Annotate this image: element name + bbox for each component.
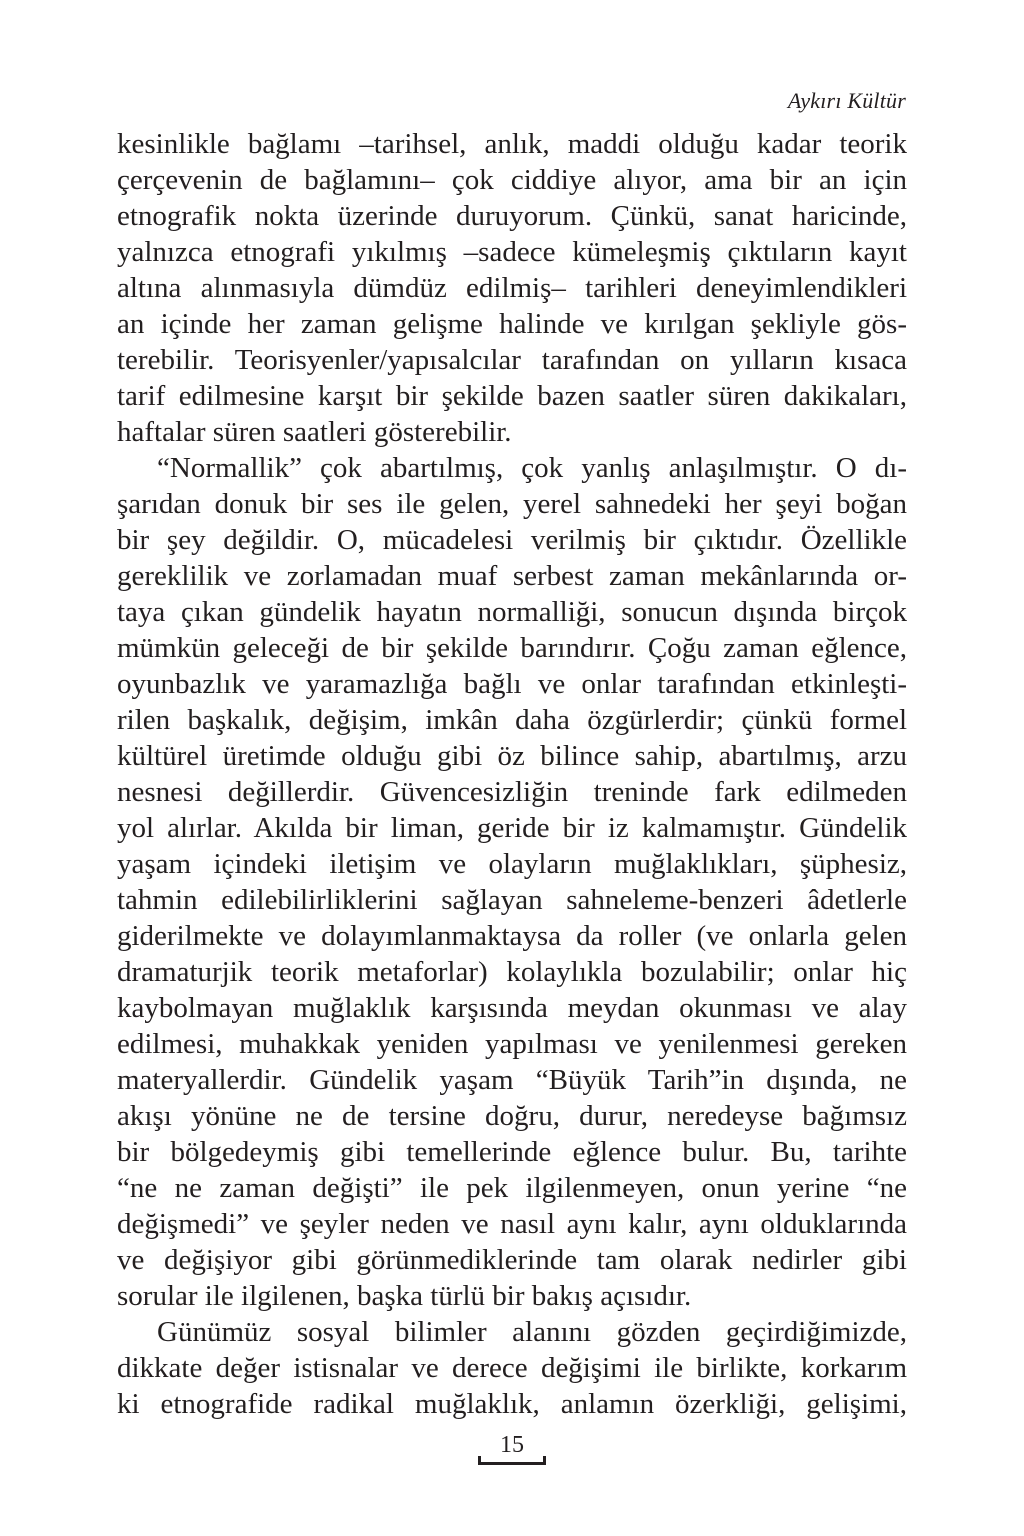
text-line: taya çıkan gündelik hayatın normalliği, sonucun dışında birçok <box>117 596 907 628</box>
page-number-rule <box>478 1462 546 1465</box>
text-line: mümkün geleceği de bir şekilde barındırır. Çoğu zaman eğlence, <box>117 632 907 664</box>
text-line: edilmesi, muhakkak yeniden yapılması ve yenilenmesi gereken <box>117 1028 907 1060</box>
text-line: haftalar süren saatleri gösterebilir. <box>117 416 512 448</box>
text-line: terebilir. Teorisyenler/yapısalcılar tarafından on yılların kısaca <box>117 344 907 376</box>
text-line: rilen başkalık, değişim, imkân daha özgürlerdir; çünkü formel <box>117 704 907 736</box>
text-line: gereklilik ve zorlamadan muaf serbest zaman mekânlarında or- <box>117 560 907 592</box>
text-line: değişmedi” ve şeyler neden ve nasıl aynı kalır, aynı olduklarında <box>117 1208 907 1240</box>
text-line: kaybolmayan muğlaklık karşısında meydan okunması ve alay <box>117 992 907 1024</box>
text-line: bir bölgedeymiş gibi temellerinde eğlence bulur. Bu, tarihte <box>117 1136 907 1168</box>
text-line: ve değişiyor gibi görünmediklerinde tam olarak nedirler gibi <box>117 1244 907 1276</box>
body-text <box>117 126 907 1422</box>
page-number: 15 <box>500 1432 524 1458</box>
text-line: yalnızca etnografi yıkılmış –sadece kümeleşmiş çıktıların kayıt <box>117 236 907 268</box>
page-number-rule-tick <box>543 1456 546 1465</box>
text-line: dramaturjik teorik metaforlar) kolaylıkla bozulabilir; onlar hiç <box>117 956 907 988</box>
text-line: ki etnografide radikal muğlaklık, anlamın özerkliği, gelişimi, <box>117 1388 907 1420</box>
text-line: giderilmekte ve dolayımlanmaktaysa da roller (ve onlarla gelen <box>117 920 907 952</box>
text-line: kültürel üretimde olduğu gibi öz bilince sahip, abartılmış, arzu <box>117 740 907 772</box>
text-line: sorular ile ilgilenen, başka türlü bir bakış açısıdır. <box>117 1280 692 1312</box>
text-line: materyallerdir. Gündelik yaşam “Büyük Tarih”in dışında, ne <box>117 1064 907 1096</box>
text-line: dikkate değer istisnalar ve derece değişimi ile birlikte, korkarım <box>117 1352 907 1384</box>
text-line: bir şey değildir. O, mücadelesi verilmiş bir çıktıdır. Özellikle <box>117 524 907 556</box>
text-line: akışı yönüne ne de tersine doğru, durur, neredeyse bağımsız <box>117 1100 907 1132</box>
text-line: yaşam içindeki iletişim ve olayların muğlaklıkları, şüphesiz, <box>117 848 907 880</box>
text-line: yol alırlar. Akılda bir liman, geride bir iz kalmamıştır. Gündelik <box>117 812 907 844</box>
text-line: oyunbazlık ve yaramazlığa bağlı ve onlar tarafından etkinleşti- <box>117 668 907 700</box>
text-line: altına alınmasıyla dümdüz edilmiş– tarihleri deneyimlendikleri <box>117 272 907 304</box>
text-line: “Normallik” çok abartılmış, çok yanlış anlaşılmıştır. O dı- <box>157 452 907 484</box>
text-line: tahmin edilebilirliklerini sağlayan sahneleme-benzeri âdetlerle <box>117 884 907 916</box>
text-line: Günümüz sosyal bilimler alanını gözden geçirdiğimizde, <box>157 1316 907 1348</box>
text-line: etnografik nokta üzerinde duruyorum. Çünkü, sanat haricinde, <box>117 200 907 232</box>
text-line: an içinde her zaman gelişme halinde ve kırılgan şekliyle gös- <box>117 308 907 340</box>
text-line: nesnesi değillerdir. Güvencesizliğin treninde fark edilmeden <box>117 776 907 808</box>
text-line: “ne ne zaman değişti” ile pek ilgilenmeyen, onun yerine “ne <box>117 1172 907 1204</box>
running-header: Aykırı Kültür <box>787 88 906 113</box>
text-line: çerçevenin de bağlamını– çok ciddiye alıyor, ama bir an için <box>117 164 907 196</box>
page-footer <box>472 1432 552 1472</box>
text-line: kesinlikle bağlamı –tarihsel, anlık, maddi olduğu kadar teorik <box>117 128 907 160</box>
page-number-rule-tick <box>478 1456 481 1465</box>
text-line: şarıdan donuk bir ses ile gelen, yerel sahnedeki her şeyi boğan <box>117 488 907 520</box>
text-line: tarif edilmesine karşıt bir şekilde bazen saatler süren dakikaları, <box>117 380 907 412</box>
